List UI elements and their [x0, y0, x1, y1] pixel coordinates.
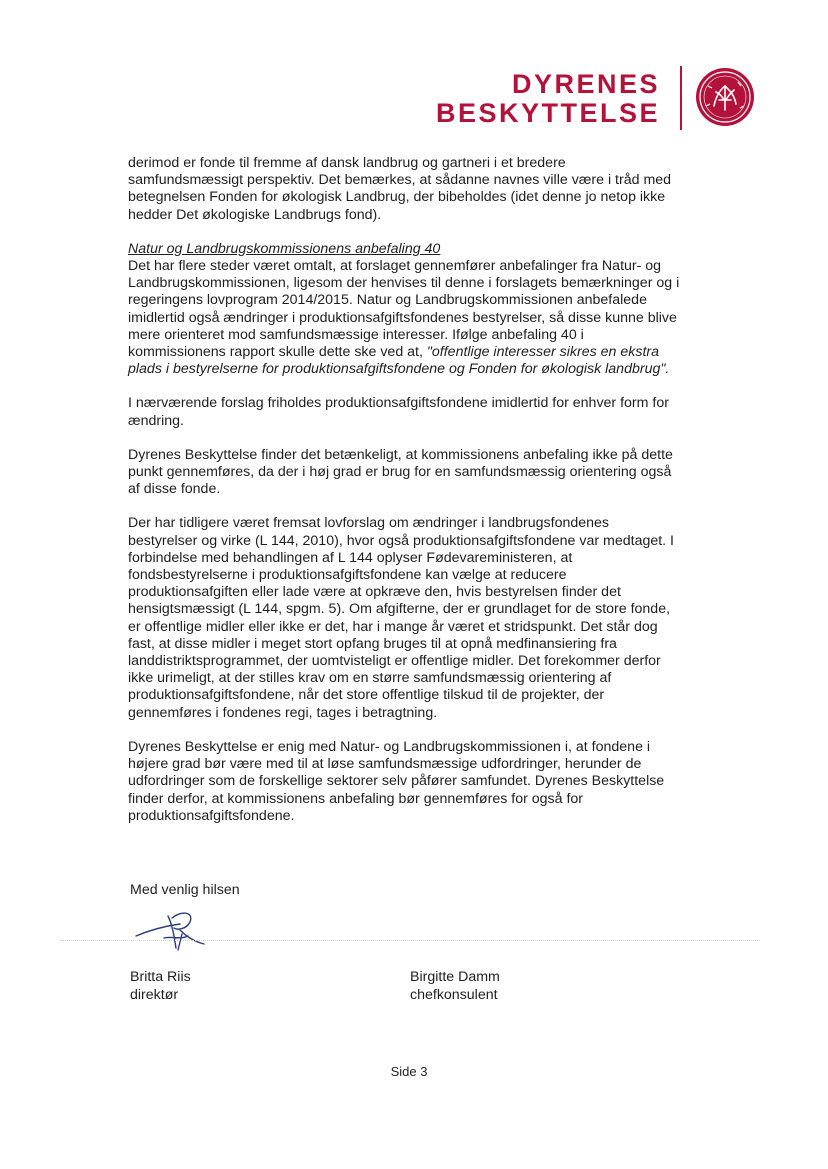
logo-divider	[680, 66, 682, 130]
signature-divider	[60, 940, 760, 941]
paragraph-5: Der har tidligere været fremsat lovforslag om ændringer i landbrugsfondenes bestyrelser og virke (L 144, 2010), hvor også produktionsafgiftsfondene var medtaget. I forbindelse med behandlingen af L 144 oplyser Fødevareministeren, at fondsbestyrelserne i produktionsafgiftsfondene kan vælge at reducere produktionsafgiften eller lade være at opkræve den, hvis bestyrelsen finder det hensigtsmæssigt (L 144, spgm. 5). Om afgifterne, der er grundlaget for de store fonde, er offentlige midler eller ikke er det, har i mange år været et stridspunkt. Det står dog fast, at disse midler i meget stort opfang bruges til at opnå medfinansiering fra landdistriktsprogrammet, der uomtvisteligt er offentlige midler. Det forekommer derfor ikke urimeligt, at der stilles krav om en større samfundsmæssig orientering af produktionsafgiftsfondene, når det store offentlige tilskud til de projekter, der gennemføres i fondenes regi, tages i betragtning.	[128, 515, 675, 721]
signer-1	[130, 968, 191, 1004]
logo-line-1: DYRENES	[511, 69, 660, 99]
paragraph-2-block	[128, 241, 680, 379]
paragraph-2-quote: "offentlige interesser sikres en ekstra plads i bestyrelserne for produktionsafgiftsfondene og Fonden for økologisk landbrug".	[128, 344, 670, 378]
logo	[435, 66, 760, 132]
paragraph-4: Dyrenes Beskyttelse finder det betænkeligt, at kommissionens anbefaling ikke på dette punkt gennemføres, da der i høj grad er brug for en samfundsmæssig orientering også af disse fonde.	[128, 446, 673, 498]
paragraph-2: Det har flere steder været omtalt, at forslaget gennemfører anbefalinger fra Natur- og Landbrugskommissionen, ligesom der henvises til denne i forslagets bemærkninger og i regeringens lovprogram 2014/2015. Natur og Landbrugskommissionen anbefalede imidlertid også ændringer i produktionsafgiftsfondenes bestyrelser, så disse kunne blive mere orienteret mod samfundsmæssige interesser. Ifølge anbefaling 40 i kommissionens rapport skulle dette ske ved at,	[128, 258, 680, 361]
signer-1-name: Britta Riis	[130, 969, 191, 985]
logo-wordmark	[436, 70, 660, 128]
signer-2	[410, 968, 500, 1004]
section-subheading: Natur og Landbrugskommissionens anbefaling 40	[128, 240, 441, 257]
paragraph-6: Dyrenes Beskyttelse er enig med Natur- og Landbrugskommissionen i, at fondene i højere grad bør være med til at løse samfundsmæssige udfordringer, herunder de udfordringer som de forskellige sektorer selv påfører samfundet. Dyrenes Beskyttelse finder derfor, at kommissionens anbefaling bør gennemføres for også for produktionsafgiftsfondene.	[128, 738, 665, 824]
signature-icon	[128, 900, 228, 964]
signer-2-name: Birgitte Damm	[410, 969, 500, 985]
logo-line-2: BESKYTTELSE	[435, 98, 660, 128]
paragraph-3: I nærværende forslag friholdes produktionsafgiftsfondene imidlertid for enhver form for ændring.	[128, 395, 669, 429]
signer-1-title: direktør	[130, 987, 179, 1003]
logo-seal-icon	[694, 66, 756, 128]
signer-2-title: chefkonsulent	[410, 987, 498, 1003]
paragraph-1: derimod er fonde til fremme af dansk landbrug og gartneri i et bredere samfundsmæssigt perspektiv. Det bemærkes, at sådanne navnes ville være i tråd med betegnelsen Fonden for økologisk Landbrug, der bibeholdes (idet denne jo netop ikke hedder Det økologiske Landbrugs fond).	[128, 155, 672, 223]
page-number: Side 3	[390, 1064, 428, 1079]
closing-salutation: Med venlig hilsen	[130, 882, 240, 898]
letter-body	[128, 155, 680, 842]
